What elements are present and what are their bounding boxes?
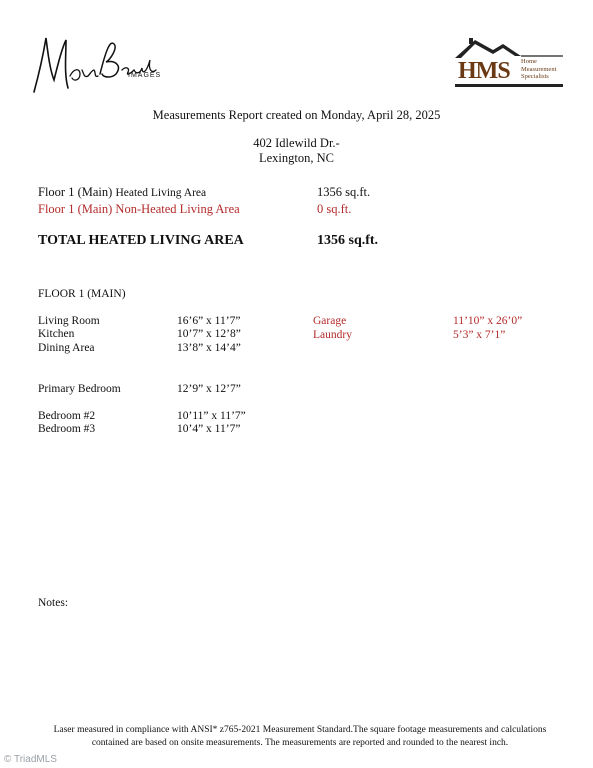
room-name: Primary Bedroom bbox=[38, 383, 121, 395]
footer-line: Laser measured in compliance with ANSI* z765-2021 Measurement Standard.The square footage measurements and calculations bbox=[53, 725, 547, 735]
total-area-value: 1356 sq.ft. bbox=[317, 233, 379, 248]
hms-tagline-line: Measurement bbox=[521, 65, 557, 73]
heated-area-value: 1356 sq.ft. bbox=[317, 185, 371, 199]
room-name: Living Room bbox=[38, 315, 100, 327]
nonheated-room-dims: 5’3” x 7’1” bbox=[453, 329, 506, 341]
heated-area-label bbox=[38, 185, 206, 200]
report-title: Measurements Report created on Monday, April 28, 2025 bbox=[152, 108, 441, 122]
nonheated-room-name: Garage bbox=[313, 315, 347, 327]
hms-wordmark: HMS bbox=[458, 58, 510, 84]
hms-tagline-line: Specialists bbox=[521, 73, 549, 80]
floor-heading: FLOOR 1 (MAIN) bbox=[38, 288, 126, 300]
hms-tagline-line: Home bbox=[521, 58, 537, 65]
room-name: Dining Area bbox=[38, 342, 95, 354]
address-line-2: Lexington, NC bbox=[259, 151, 334, 165]
room-name: Kitchen bbox=[38, 328, 75, 340]
nonheated-area-value: 0 sq.ft. bbox=[317, 202, 352, 216]
room-dims: 16’6” x 11’7” bbox=[177, 315, 241, 327]
room-dims: 10’4” x 11’7” bbox=[177, 423, 241, 435]
mls-watermark: © TriadMLS bbox=[4, 754, 57, 765]
nonheated-area-label: Floor 1 (Main) Non-Heated Living Area bbox=[38, 202, 240, 216]
hms-underline bbox=[455, 84, 563, 87]
room-name: Bedroom #3 bbox=[38, 423, 96, 435]
room-dims: 10’11” x 11’7” bbox=[177, 410, 246, 422]
notes-label: Notes: bbox=[38, 597, 69, 609]
heated-label-suffix: Heated Living Area bbox=[115, 187, 207, 199]
compliance-footer bbox=[40, 724, 560, 750]
room-dims: 13’8” x 14’4” bbox=[177, 342, 241, 354]
nonheated-room-dims: 11’10” x 26’0” bbox=[453, 315, 523, 327]
heated-label-prefix: Floor 1 (Main) bbox=[38, 185, 113, 199]
room-dims: 10’7” x 12’8” bbox=[177, 328, 241, 340]
room-name: Bedroom #2 bbox=[38, 410, 96, 422]
marco-basile-logo bbox=[30, 30, 170, 102]
footer-line: contained are based on onsite measurements. The measurements are reported and rounded to the nearest inch. bbox=[91, 738, 509, 748]
logo-subtitle: IMAGES bbox=[128, 72, 162, 79]
hms-tagline bbox=[521, 58, 556, 81]
signature-graphic bbox=[30, 30, 170, 102]
hms-logo bbox=[455, 36, 567, 88]
nonheated-room-name: Laundry bbox=[313, 329, 352, 341]
address-line-1: 402 Idlewild Dr.- bbox=[253, 136, 340, 150]
total-area-label: TOTAL HEATED LIVING AREA bbox=[38, 233, 244, 248]
room-dims: 12’9” x 12’7” bbox=[177, 383, 241, 395]
